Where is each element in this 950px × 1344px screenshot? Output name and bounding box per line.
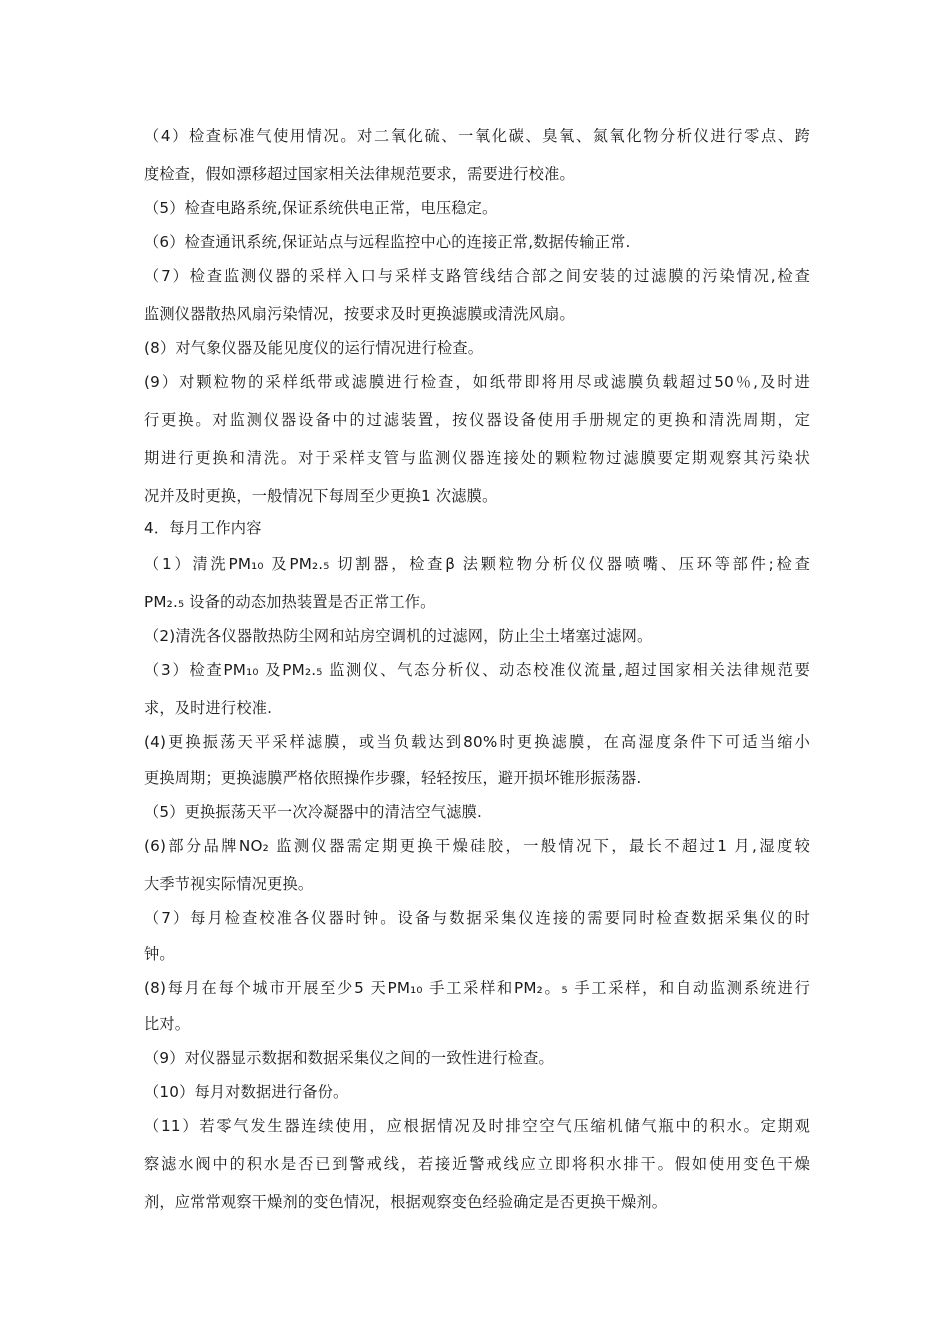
text-line: （10）每月对数据进行备份。 <box>144 1083 349 1101</box>
text-line: （6）检查通讯系统,保证站点与远程监控中心的连接正常,数据传输正常. <box>144 233 631 251</box>
text-line: （1）清洗PM₁₀ 及PM₂.₅ 切割器，检查β 法颗粒物分析仪仪器喷嘴、压环等部件;检查 <box>144 555 810 573</box>
text-line: （11）若零气发生器连续使用，应根据情况及时排空空气压缩机储气瓶中的积水。定期观 <box>144 1117 810 1135</box>
text-line: 比对。 <box>144 1015 191 1033</box>
text-line: (4)更换振荡天平采样滤膜，或当负载达到80%时更换滤膜，在高湿度条件下可适当缩小 <box>144 733 810 751</box>
text-line: 期进行更换和清洗。对于采样支管与监测仪器连接处的颗粒物过滤膜要定期观察其污染状 <box>144 449 810 467</box>
text-line: 察滤水阀中的积水是否已到警戒线，若接近警戒线应立即将积水排干。假如使用变色干燥 <box>144 1155 810 1173</box>
text-line: （5）检查电路系统,保证系统供电正常，电压稳定。 <box>144 199 498 217</box>
text-line: （3）检查PM₁₀ 及PM₂.₅ 监测仪、气态分析仪、动态校准仪流量,超过国家相关法律规范要 <box>144 661 810 679</box>
text-line: 监测仪器散热风扇污染情况，按要求及时更换滤膜或清洗风扇。 <box>144 305 575 323</box>
text-line: 钟。 <box>144 945 175 963</box>
text-line: (8)每月在每个城市开展至少5 天PM₁₀ 手工采样和PM₂。₅ 手工采样，和自动监测系统进行 <box>144 979 810 997</box>
text-line: (9）对颗粒物的采样纸带或滤膜进行检查，如纸带即将用尽或滤膜负载超过50％,及时进 <box>144 373 810 391</box>
text-line: （9）对仪器显示数据和数据采集仪之间的一致性进行检查。 <box>144 1049 554 1067</box>
text-line: (8）对气象仪器及能见度仪的运行情况进行检查。 <box>144 339 484 357</box>
text-line: 剂，应常常观察干燥剂的变色情况，根据观察变色经验确定是否更换干燥剂。 <box>144 1193 668 1211</box>
text-line: 大季节视实际情况更换。 <box>144 875 314 893</box>
text-line: （7）每月检查校准各仪器时钟。设备与数据采集仪连接的需要同时检查数据采集仪的时 <box>144 909 810 927</box>
text-line: PM₂.₅ 设备的动态加热装置是否正常工作。 <box>144 593 436 611</box>
section-heading: 4．每月工作内容 <box>144 519 262 537</box>
text-line: （7）检查监测仪器的采样入口与采样支路管线结合部之间安装的过滤膜的污染情况,检查 <box>144 267 810 285</box>
text-line: （4）检查标准气使用情况。对二氧化硫、一氧化碳、臭氧、氮氧化物分析仪进行零点、跨 <box>144 127 810 145</box>
text-line: 行更换。对监测仪器设备中的过滤装置，按仪器设备使用手册规定的更换和清洗周期，定 <box>144 411 810 429</box>
text-line: （2)清洗各仪器散热防尘网和站房空调机的过滤网，防止尘土堵塞过滤网。 <box>144 627 653 645</box>
text-line: (6)部分品牌NO₂ 监测仪器需定期更换干燥硅胶，一般情况下，最长不超过1 月,湿度较 <box>144 837 810 855</box>
text-line: （5）更换振荡天平一次冷凝器中的清洁空气滤膜. <box>144 803 483 821</box>
text-line: 更换周期；更换滤膜严格依照操作步骤，轻轻按压，避开损坏锥形振荡器. <box>144 769 642 787</box>
text-line: 求，及时进行校准. <box>144 699 273 717</box>
text-line: 况并及时更换，一般情况下每周至少更换1 次滤膜。 <box>144 487 498 505</box>
text-line: 度检查，假如漂移超过国家相关法律规范要求，需要进行校准。 <box>144 165 575 183</box>
